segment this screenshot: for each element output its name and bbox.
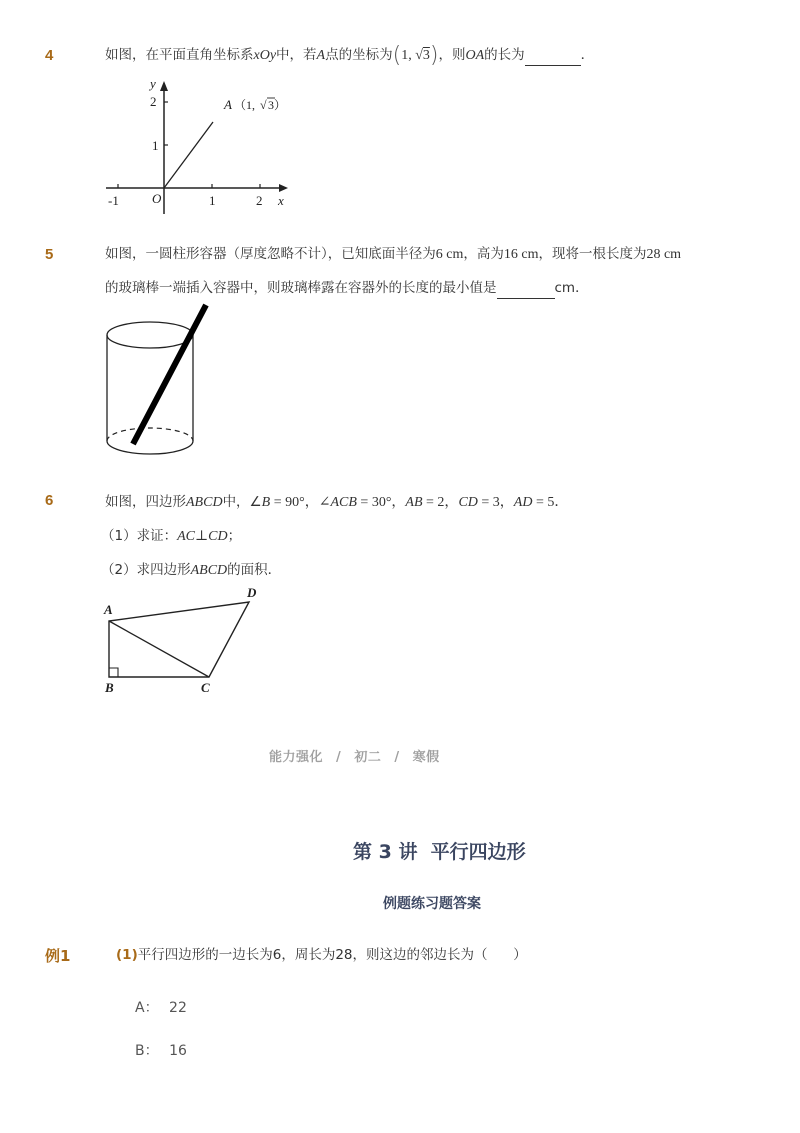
q6-text-part: 中，∠: [222, 494, 262, 510]
y-axis-arrow: [160, 81, 168, 91]
segment-oa: [164, 122, 213, 188]
question-number-5: 5: [45, 246, 54, 263]
point-a-coord-sqrt-sign: √: [260, 98, 267, 112]
q5-text-part: ，高为: [463, 246, 504, 262]
q4-text-part: 的长为: [484, 47, 525, 63]
question-number-6: 6: [45, 492, 54, 509]
q6-abcd: ABCD: [190, 563, 228, 578]
q4-text-part: 点的坐标为: [325, 47, 393, 63]
origin-label: O: [152, 191, 162, 206]
q4-period: ．: [580, 47, 595, 63]
question-5-line-1: [105, 244, 681, 265]
vertex-b: B: [105, 680, 114, 695]
option-b[interactable]: [135, 1040, 187, 1060]
q6-eq: = 30°，: [356, 495, 406, 510]
glass-rod: [133, 305, 206, 444]
point-a-coord-close: ）: [274, 98, 287, 112]
cylinder-bottom-front: [107, 441, 193, 454]
answers-subtitle: 例题练习题答案: [383, 896, 481, 912]
q6-acb: ACB: [330, 495, 357, 510]
answer-blank[interactable]: [497, 278, 555, 299]
q4-text-part: 中，若: [276, 47, 317, 63]
cylinder-figure: [100, 300, 220, 468]
diagonal-ac: [109, 621, 209, 677]
y-axis-label: y: [150, 76, 156, 91]
question-4-text: [105, 45, 594, 66]
q4-oa: OA: [465, 48, 485, 63]
point-a-label: A: [224, 97, 232, 112]
vertex-d: D: [247, 585, 257, 600]
q4-paren-close: ): [429, 43, 439, 68]
cylinder-bottom-back: [107, 428, 193, 441]
q6-text-part: （1）求证：: [101, 528, 178, 544]
q5-length: 28 cm: [646, 247, 682, 262]
q6-ad: AD: [513, 495, 533, 510]
q4-paren-open: (: [392, 43, 402, 68]
point-a-coord-sqrt: 3: [268, 98, 274, 112]
xtick-1: 1: [209, 193, 216, 208]
option-a-value: 22: [169, 1000, 187, 1016]
option-b-key: B：: [135, 1043, 159, 1059]
example-sub-label: (1): [116, 947, 138, 963]
vertex-a: A: [104, 602, 113, 617]
question-6-part-1: [101, 526, 241, 547]
footer-grade: 初二: [354, 750, 382, 765]
q5-text-part: 的玻璃棒一端插入容器中，则玻璃棒露在容器外的长度的最小值是: [105, 280, 497, 296]
point-a-coord-open: （1,: [234, 98, 256, 112]
q6-ac-perp-cd: AC⊥CD: [177, 529, 228, 544]
footer-course: 能力强化: [269, 750, 324, 765]
option-a-key: A：: [135, 1000, 159, 1016]
quadrilateral-figure: [100, 582, 270, 697]
question-5-line-2: [105, 278, 589, 299]
q6-text-part: 如图，四边形: [105, 494, 186, 510]
question-6-part-2: [101, 560, 281, 581]
example-1-text: 平行四边形的一边长为6，周长为28，则这边的邻边长为（ ）: [137, 947, 527, 963]
x-axis-arrow: [279, 184, 288, 192]
q6-eq: = 3，: [477, 495, 514, 510]
vertex-c: C: [201, 680, 210, 695]
question-number-4: 4: [45, 47, 54, 64]
q6-abcd: ABCD: [186, 495, 223, 510]
q4-text-part: ，则: [438, 47, 466, 63]
ytick-1: 1: [152, 138, 159, 153]
xtick-neg1: -1: [108, 193, 119, 208]
lecture-title: 第 3 讲 平行四边形: [353, 841, 526, 863]
coordinate-figure: [100, 72, 300, 217]
q6-text-part: ；: [227, 528, 242, 544]
q5-text-part: ，现将一根长度为: [538, 246, 647, 262]
q4-coord-one: 1,: [401, 48, 412, 63]
q6-eq: = 5．: [532, 495, 569, 510]
q4-text-part: 如图，在平面直角坐标系: [105, 47, 254, 63]
footer-separator: /: [336, 750, 342, 765]
x-axis-label: x: [278, 193, 284, 208]
quadrilateral-abcd: [109, 602, 249, 677]
cylinder-top: [107, 322, 193, 348]
q6-text-part: （2）求四边形: [101, 562, 191, 578]
q6-text-part: 的面积．: [227, 562, 282, 578]
q4-point-a: A: [316, 48, 326, 63]
q6-ab: AB: [405, 495, 423, 510]
q5-radius: 6 cm: [435, 247, 464, 262]
footer-separator: /: [394, 750, 400, 765]
q6-eq: = 90°，∠: [270, 495, 331, 510]
q4-sqrt: √3: [411, 48, 430, 63]
q4-xoy: xOy: [253, 48, 277, 63]
q5-height: 16 cm: [503, 247, 539, 262]
q4-sqrt-value: 3: [422, 48, 430, 63]
q5-unit: cm．: [554, 280, 589, 296]
ytick-2: 2: [150, 94, 157, 109]
footer-term: 寒假: [412, 750, 440, 765]
q6-eq: = 2，: [422, 495, 459, 510]
option-b-value: 16: [169, 1043, 187, 1059]
question-6-line-1: [105, 492, 568, 513]
q6-b: B: [261, 495, 271, 510]
example-label: 例1: [45, 947, 71, 965]
option-a[interactable]: [135, 997, 187, 1017]
right-angle-mark: [109, 668, 118, 677]
example-1-question: [116, 945, 527, 965]
xtick-2: 2: [256, 193, 263, 208]
answer-blank[interactable]: [525, 45, 581, 66]
page-footer-tag: [269, 746, 440, 765]
q6-cd: CD: [458, 495, 478, 510]
q5-text-part: 如图，一圆柱形容器（厚度忽略不计），已知底面半径为: [105, 246, 436, 262]
